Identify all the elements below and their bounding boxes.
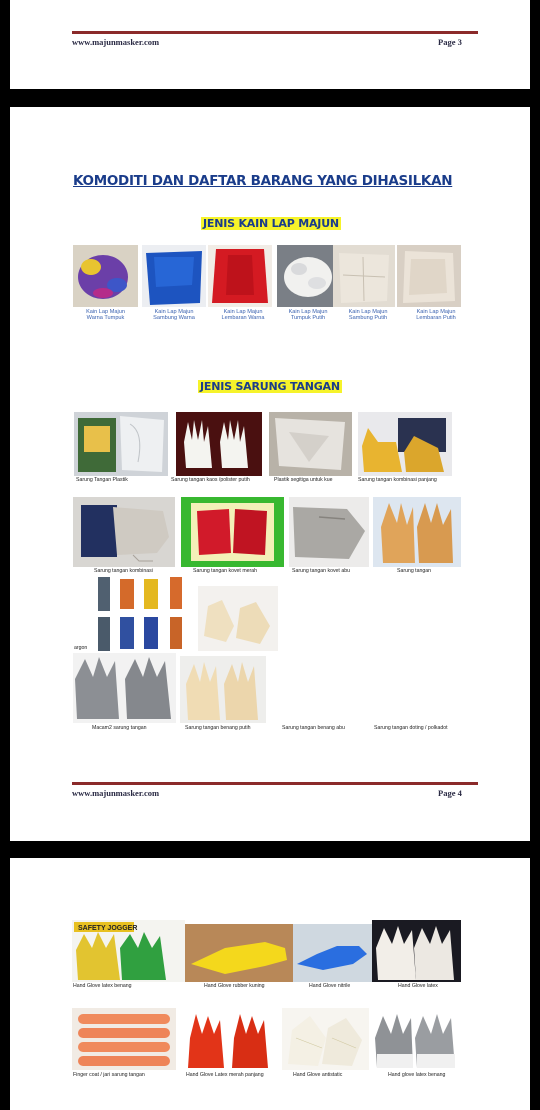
glove-photo-kovet-merah [181,497,284,567]
p5-caption-latex-benang: Hand Glove latex benang [73,983,132,989]
majun-caption-1 [73,309,138,322]
glove-caption-benang-putih: Sarung tangan benang putih [185,725,251,731]
majun-caption-3 [208,309,278,322]
document-page-5 [10,858,530,1110]
glove-photo-rubber-kuning [185,924,293,982]
glove-photo-plastik-segitiga [269,412,352,476]
p5-caption-latex-merah: Hand Glove Latex merah panjang [186,1072,264,1078]
p5-caption-latex-benang: Hand glove latex benang [388,1072,446,1078]
section-heading-gloves: JENIS SARUNG TANGAN [200,380,340,393]
glove-photo-benang-putih [180,656,266,723]
glove-caption-polkadot: Sarung tangan doting / polkadot [374,725,448,731]
document-title: KOMODITI DAN DAFTAR BARANG YANG DIHASILKAN [73,173,453,189]
glove-caption-plastik: Sarung Tangan Plastik [76,477,128,483]
glove-photo-latex [372,920,461,982]
p5-caption-finger-coat: Finger coat / jari sarung tangan [73,1072,145,1078]
glove-caption-kombinasi-panjang: Sarung tangan kombinasi panjang [358,477,437,483]
footer-site: www.majunmasker.com [72,37,160,47]
document-page-3 [10,0,530,89]
page-number: Page 4 [438,788,462,798]
glove-photo-latex-benang-abu [369,1008,461,1070]
glove-photo-macam2 [73,653,176,723]
majun-caption-3-text: Kain Lap Majun Lembaran Warna [221,309,265,322]
glove-caption-sarung-tangan: Sarung tangan [397,568,432,574]
glove-photo-nitrile [293,924,372,982]
glove-photo-kaos-putih [176,412,262,476]
footer-site: www.majunmasker.com [72,788,160,798]
majun-caption-5-text: Kain Lap Majun Sambung Putih [348,309,388,322]
glove-caption-kovet-merah: Sarung tangan kovet merah [193,568,258,574]
p5-caption-nitrile: Hand Glove nitrile [309,983,351,989]
majun-caption-1-text: Kain Lap Majun Warna Tumpuk [86,309,125,322]
majun-photo-sambung-putih [333,245,395,307]
majun-photo-lembaran-warna [208,245,272,307]
page-number: Page 3 [438,37,462,47]
glove-caption-kovet-abu: Sarung tangan kovet abu [292,568,350,574]
glove-photo-benang-putih-kecil [198,586,278,651]
glove-photo-antistatic [282,1008,369,1070]
glove-photo-finger-coat [72,1008,176,1070]
glove-photo-kombinasi-panjang [358,412,452,476]
document-page-4 [10,107,530,841]
p5-caption-rubber-kuning: Hand Glove rubber kuning [204,983,265,989]
majun-caption-5 [333,309,403,322]
p5-caption-antistatic: Hand Glove antistatic [293,1072,343,1078]
glove-caption-kombinasi: Sarung tangan kombinasi [94,568,153,574]
footer-rule [72,782,478,785]
majun-photo-tumpuk-putih [277,245,339,307]
glove-photo-sarung-tangan [373,497,461,567]
majun-caption-4-text: Kain Lap Majun Tumpuk Putih [288,309,328,322]
majun-caption-2-text: Kain Lap Majun Sambung Warna [153,309,195,322]
majun-caption-4 [277,309,339,322]
footer-rule [72,31,478,34]
p5-caption-latex: Hand Glove latex [398,983,438,989]
glove-photo-kovet-abu [289,497,369,567]
glove-photo-latex-merah-panjang [180,1008,278,1070]
glove-caption-macam2: Macam2 sarung tangan [92,725,147,731]
majun-photo-lembaran-putih [397,245,461,307]
majun-caption-6-text: Kain Lap Majun Lembaran Putih [416,309,456,322]
section-heading-majun: JENIS KAIN LAP MAJUN [203,217,339,230]
glove-caption-benang-abu: Sarung tangan benang abu [282,725,345,731]
safety-jogger-logo: SAFETY JOGGER [78,925,138,932]
glove-photo-latex-benang [72,920,185,982]
majun-caption-6 [401,309,471,322]
glove-caption-segitiga: Plastik segitiga untuk kue [274,477,333,483]
argon-label: argon [74,645,88,651]
glove-photo-argon-set [92,575,194,653]
glove-photo-plastik [74,412,168,476]
majun-caption-2 [142,309,206,322]
glove-photo-kombinasi [73,497,175,567]
glove-caption-kaos: Sarung tangan kaos /polister putih [171,477,250,483]
majun-photo-warna-tumpuk [73,245,138,307]
majun-photo-sambung-warna [142,245,206,307]
